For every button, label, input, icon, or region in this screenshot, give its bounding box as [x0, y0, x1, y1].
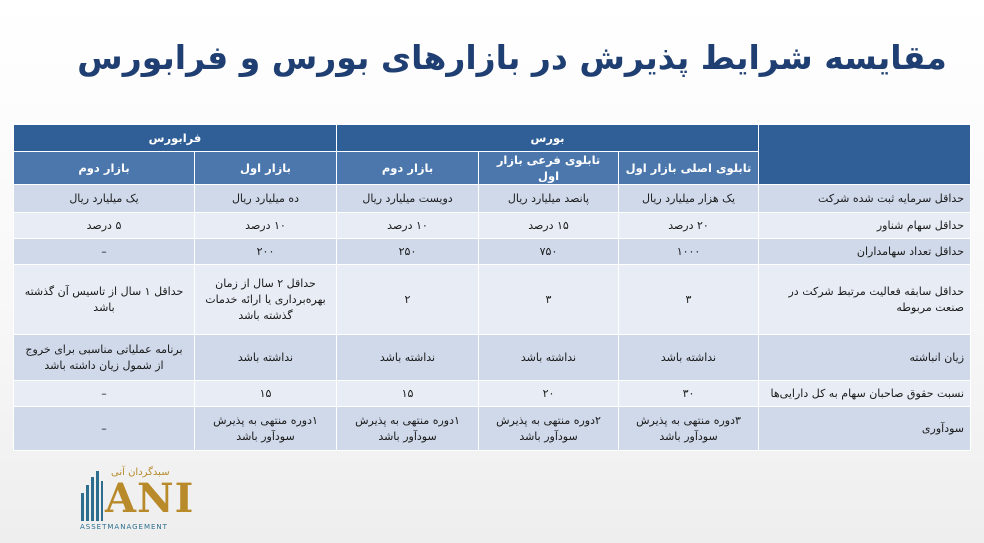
table-cell: ۱۰ درصد [195, 213, 337, 239]
logo-bars-icon [80, 471, 104, 521]
company-logo [80, 467, 195, 537]
comparison-table-wrapper [13, 124, 970, 451]
logo-persian-text: سبدگردان آنی [111, 467, 170, 478]
table-cell: ۲دوره منتهی به پذیرش سودآور باشد [479, 407, 619, 451]
table-row [14, 381, 971, 407]
table-cell: ۲ [337, 265, 479, 335]
group-header-bourse: بورس [337, 125, 759, 152]
table-cell: ۱۵ [337, 381, 479, 407]
table-row [14, 239, 971, 265]
table-cell: نداشته باشد [337, 335, 479, 381]
table-cell: ۳ [619, 265, 759, 335]
table-cell: ۲۵۰ [337, 239, 479, 265]
table-row [14, 407, 971, 451]
table-cell: ۱۵ [195, 381, 337, 407]
header-corner [759, 125, 971, 185]
page-title: مقایسه شرایط پذیرش در بازارهای بورس و فرابورس [77, 38, 947, 77]
table-cell: دویست میلیارد ریال [337, 185, 479, 213]
table-row [14, 185, 971, 213]
sub-header-second-market-fara: بازار دوم [14, 152, 195, 185]
table-cell: ۱۰۰۰ [619, 239, 759, 265]
comparison-table [13, 124, 971, 451]
table-cell: نداشته باشد [619, 335, 759, 381]
row-label: سودآوری [759, 407, 971, 451]
logo-mark-text: ANI [105, 475, 195, 522]
table-cell: – [14, 407, 195, 451]
table-cell: ۳ [479, 265, 619, 335]
sub-header-first-market-fara: بازار اول [195, 152, 337, 185]
table-cell: ۱دوره منتهی به پذیرش سودآور باشد [337, 407, 479, 451]
table-cell: ۱دوره منتهی به پذیرش سودآور باشد [195, 407, 337, 451]
row-label: حداقل سرمایه ثبت شده شرکت [759, 185, 971, 213]
table-cell: ۷۵۰ [479, 239, 619, 265]
table-row [14, 335, 971, 381]
sub-header-second-market-bourse: بازار دوم [337, 152, 479, 185]
sub-header-sub-board: تابلوی فرعی بازار اول [479, 152, 619, 185]
table-cell: ۳۰ [619, 381, 759, 407]
table-cell: نداشته باشد [479, 335, 619, 381]
table-cell: – [14, 239, 195, 265]
table-cell: ۵ درصد [14, 213, 195, 239]
table-cell: ۳دوره منتهی به پذیرش سودآور باشد [619, 407, 759, 451]
table-cell: ۲۰ [479, 381, 619, 407]
table-cell: حداقل ۲ سال از زمان بهره‌برداری یا ارائه خدمات گذشته باشد [195, 265, 337, 335]
table-cell: نداشته باشد [195, 335, 337, 381]
row-label: حداقل سابقه فعالیت مرتبط شرکت در صنعت مربوطه [759, 265, 971, 335]
sub-header-main-board: تابلوی اصلی بازار اول [619, 152, 759, 185]
table-cell: ۲۰ درصد [619, 213, 759, 239]
table-cell: ده میلیارد ریال [195, 185, 337, 213]
row-label: حداقل تعداد سهامداران [759, 239, 971, 265]
row-label: زیان انباشته [759, 335, 971, 381]
group-header-farabourse: فرابورس [14, 125, 337, 152]
table-cell: برنامه عملیاتی مناسبی برای خروج از شمول زیان داشته باشد [14, 335, 195, 381]
table-row [14, 265, 971, 335]
logo-subtitle: ASSETMANAGEMENT [80, 523, 168, 531]
row-label: نسبت حقوق صاحبان سهام به کل دارایی‌ها [759, 381, 971, 407]
table-cell: یک هزار میلیارد ریال [619, 185, 759, 213]
table-cell: – [14, 381, 195, 407]
table-cell: پانصد میلیارد ریال [479, 185, 619, 213]
table-cell: یک میلیارد ریال [14, 185, 195, 213]
table-row [14, 213, 971, 239]
row-label: حداقل سهام شناور [759, 213, 971, 239]
table-cell: ۲۰۰ [195, 239, 337, 265]
table-cell: ۱۵ درصد [479, 213, 619, 239]
table-cell: ۱۰ درصد [337, 213, 479, 239]
table-cell: حداقل ۱ سال از تاسیس آن گذشته باشد [14, 265, 195, 335]
